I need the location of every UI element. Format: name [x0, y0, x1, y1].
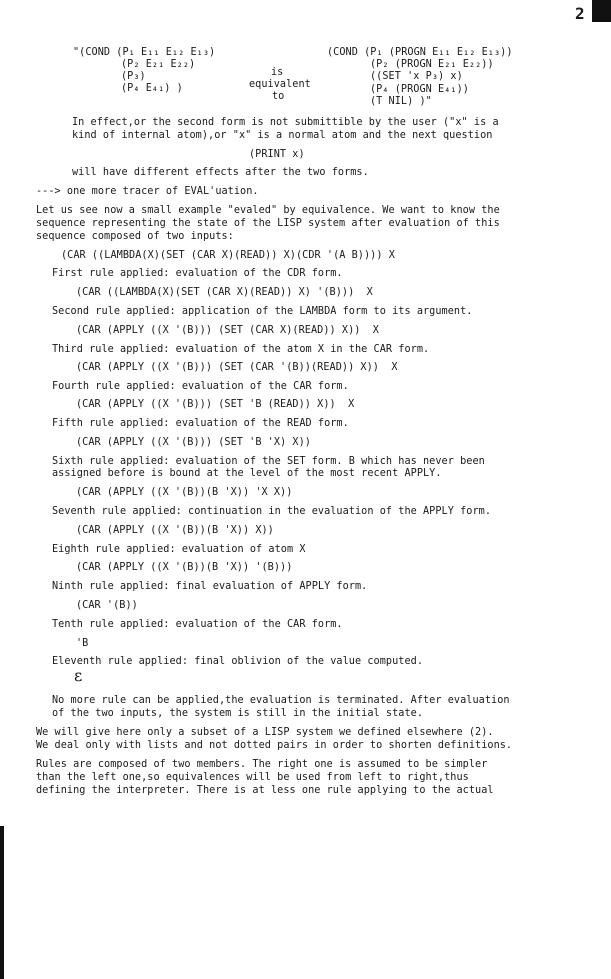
text-line: (CAR (APPLY ((X '(B))(B 'X)) 'X X)) [76, 487, 293, 498]
text-line: Sixth rule applied: evaluation of the SET form. B which has never been [52, 456, 485, 467]
text-line: will have different effects after the two forms. [72, 167, 369, 178]
text-line: (CAR (APPLY ((X '(B))) (SET 'B (READ)) X)) X [76, 399, 355, 410]
text-line: "(COND (P₁ E₁₁ E₁₂ E₁₃) [73, 47, 216, 58]
text-line: sequence composed of two inputs: [36, 231, 234, 242]
text-line: We deal only with lists and not dotted pairs in order to shorten definitions. [36, 740, 513, 751]
text-line: Let us see now a small example "evaled" by equivalence. We want to know the [36, 205, 500, 216]
text-line: ---> one more tracer of EVAL'uation. [36, 186, 259, 197]
text-line: (P₃) [121, 71, 146, 82]
text-line: (T NIL) )" [370, 96, 432, 107]
page-corner-mark [592, 0, 611, 22]
text-line: (P₂ E₂₁ E₂₂) [121, 59, 196, 70]
text-line: assigned before is bound at the level of the most recent APPLY. [52, 468, 442, 479]
text-line: ((SET 'x P₃) x) [370, 71, 463, 82]
text-line: (CAR (APPLY ((X '(B))) (SET (CAR X)(READ)) X)) X [76, 325, 379, 336]
text-line: Seventh rule applied: continuation in the evaluation of the APPLY form. [52, 506, 492, 517]
text-line: is [271, 67, 284, 78]
scan-edge [0, 826, 4, 979]
text-line: Eighth rule applied: evaluation of atom X [52, 544, 306, 555]
text-line: (CAR ((LAMBDA(X)(SET (CAR X)(READ)) X)(CDR '(A B)))) X [61, 250, 395, 261]
text-line: First rule applied: evaluation of the CDR form. [52, 268, 343, 279]
text-line: No more rule can be applied,the evaluation is terminated. After evaluation [52, 695, 510, 706]
text-line: In effect,or the second form is not submittible by the user ("x" is a [72, 117, 499, 128]
text-line: Ninth rule applied: final evaluation of APPLY form. [52, 581, 368, 592]
text-line: kind of internal atom),or "x" is a normal atom and the next question [72, 130, 493, 141]
text-line: Third rule applied: evaluation of the atom X in the CAR form. [52, 344, 430, 355]
text-line: sequence representing the state of the LISP system after evaluation of this [36, 218, 500, 229]
text-line: (CAR '(B)) [76, 600, 138, 611]
text-line: (CAR (APPLY ((X '(B))) (SET 'B 'X) X)) [76, 437, 311, 448]
text-line: (P₄ (PROGN E₄₁)) [370, 84, 469, 95]
text-line: defining the interpreter. There is at less one rule applying to the actual [36, 785, 494, 796]
text-line: Eleventh rule applied: final oblivion of the value computed. [52, 656, 424, 667]
text-line: Tenth rule applied: evaluation of the CAR form. [52, 619, 343, 630]
text-line: (CAR (APPLY ((X '(B))(B 'X)) X)) [76, 525, 274, 536]
text-line: 'B [76, 638, 89, 649]
text-line: (P₂ (PROGN E₂₁ E₂₂)) [370, 59, 494, 70]
empty-result-mark: ε [74, 666, 83, 685]
text-line: of the two inputs, the system is still in the initial state. [52, 708, 424, 719]
text-line: than the left one,so equivalences will be used from left to right,thus [36, 772, 469, 783]
text-line: Fourth rule applied: evaluation of the CAR form. [52, 381, 349, 392]
text-line: (CAR (APPLY ((X '(B))) (SET (CAR '(B))(READ)) X)) X [76, 362, 398, 373]
text-line: (P₄ E₄₁) ) [121, 83, 183, 94]
text-line: Rules are composed of two members. The right one is assumed to be simpler [36, 759, 488, 770]
text-line: Second rule applied: application of the LAMBDA form to its argument. [52, 306, 473, 317]
text-line: to [272, 91, 285, 102]
text-line: equivalent [249, 79, 311, 90]
page-number: 2 [575, 4, 585, 23]
text-line: (COND (P₁ (PROGN E₁₁ E₁₂ E₁₃)) [327, 47, 513, 58]
text-line: (CAR (APPLY ((X '(B))(B 'X)) '(B))) [76, 562, 293, 573]
text-line: (PRINT x) [249, 149, 305, 160]
text-line: (CAR ((LAMBDA(X)(SET (CAR X)(READ)) X) '(B))) X [76, 287, 373, 298]
text-line: Fifth rule applied: evaluation of the READ form. [52, 418, 349, 429]
text-line: We will give here only a subset of a LISP system we defined elsewhere (2). [36, 727, 494, 738]
